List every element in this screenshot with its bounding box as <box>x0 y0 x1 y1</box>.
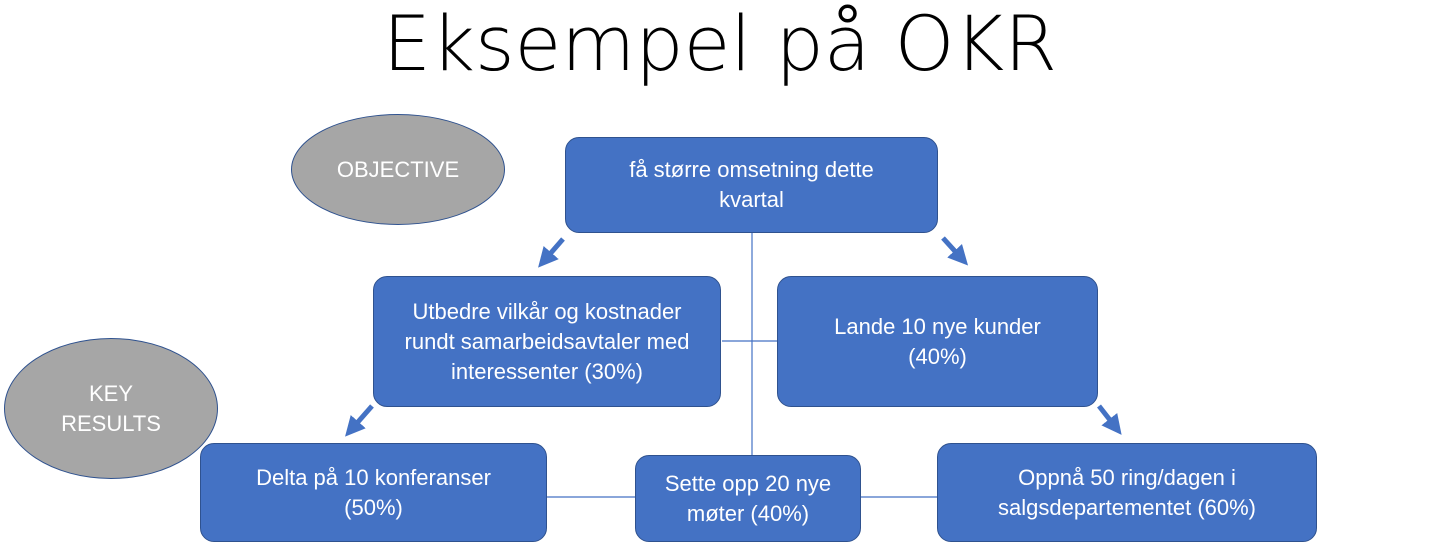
key-result-right-text: Lande 10 nye kunder (40%) <box>834 313 1041 369</box>
sub-result-left-box <box>200 443 547 542</box>
objective-text: få større omsetning dette kvartal <box>629 157 874 212</box>
arrow-objective-to-right <box>943 238 963 260</box>
sub-result-left-text: Delta på 10 konferanser (50%) <box>256 464 491 520</box>
sub-result-center-text: Sette opp 20 nye møter (40%) <box>664 470 832 526</box>
sub-result-right-box <box>937 443 1317 542</box>
key-results-label-line1: KEY <box>88 380 134 406</box>
page-title: Eksempel på OKR <box>382 0 1058 88</box>
arrow-left-to-sub <box>350 406 372 431</box>
sub-result-right-text: Oppnå 50 ring/dagen i salgsdepartementet (60%) <box>997 464 1257 520</box>
key-results-label-line2: RESULTS <box>61 410 161 436</box>
sub-result-center-box <box>635 455 861 542</box>
key-results-label-oval <box>4 338 218 479</box>
objective-label: OBJECTIVE <box>336 156 460 182</box>
key-result-left-text: Utbedre vilkår og kostnader rundt samarbeidsavtaler med interessenter (30%) <box>404 298 690 384</box>
arrow-right-to-sub <box>1099 406 1117 429</box>
key-result-right-box <box>777 276 1098 407</box>
arrow-objective-to-left <box>543 239 563 262</box>
objective-box <box>565 137 938 233</box>
key-result-left-box <box>373 276 721 407</box>
objective-label-oval <box>291 114 505 225</box>
